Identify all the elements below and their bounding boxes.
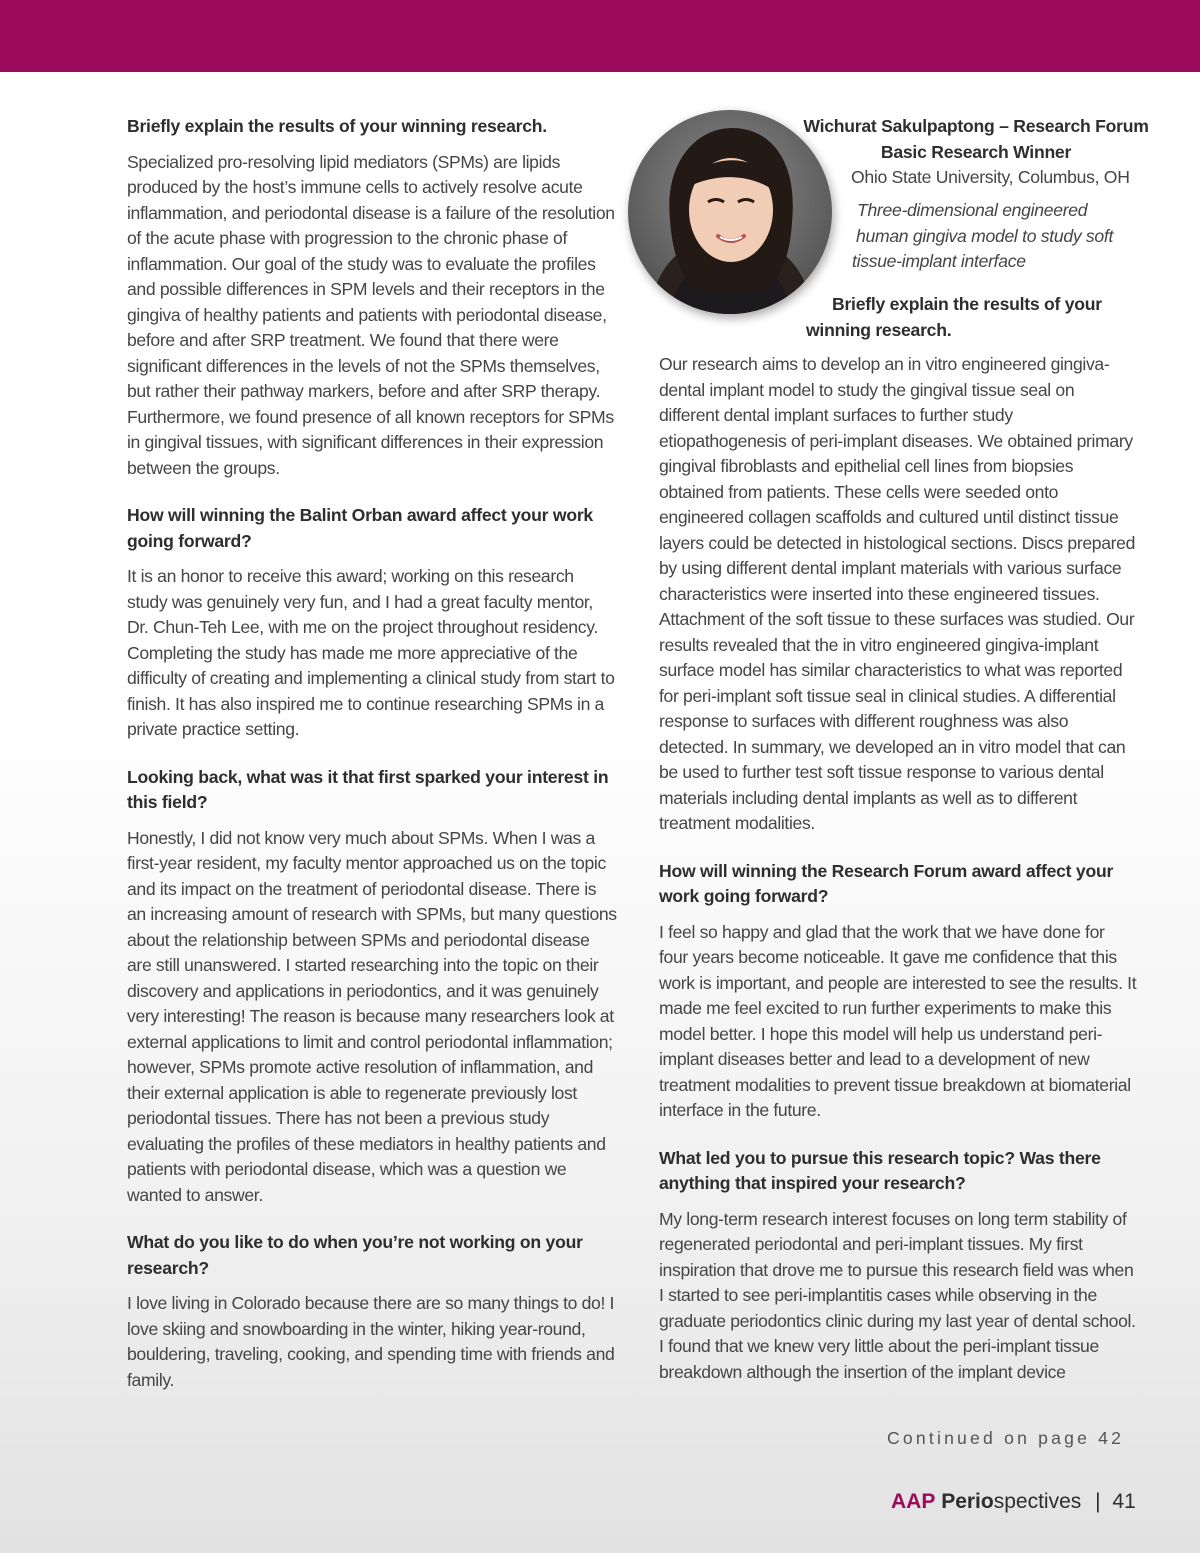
page-footer	[891, 1490, 1136, 1514]
left-column	[127, 114, 617, 1415]
footer-separator: |	[1095, 1490, 1101, 1513]
answer-paragraph: I feel so happy and glad that the work that we have done for four years become noticeable. It gave me confidence that this work is important, and people are interested to see the results. It made me feel excited to run further experiments to make this model better. I hope this model will help us understand peri-implant diseases better and lead to a development of new treatment modalities to prevent tissue breakdown at biomaterial interface in the future.	[659, 921, 1137, 1120]
research-title-line: human gingiva model to study soft	[856, 225, 1114, 246]
continued-note: Continued on page 42	[887, 1428, 1125, 1448]
header-band	[0, 0, 1200, 72]
question-heading: What do you like to do when you’re not working on your research?	[127, 1232, 583, 1278]
answer-paragraph: It is an honor to receive this award; working on this research study was genuinely very fun, and I had a great faculty mentor, Dr. Chun-Teh Lee, with me on the project throughout residency. Completing the study has made me more appreciative of the difficulty of creating and implementing a clinical study from start to finish. It has also inspired me to continue researching SPMs in a private practice setting.	[127, 566, 615, 739]
answer-paragraph: My long-term research interest focuses on long term stability of regenerated periodontal and peri-implant tissues. My first inspiration that drove me to pursue this research field was when I started to see peri-implantitis cases while observing in the graduate periodontics clinic during my last year of dental school. I found that we knew very little about the peri-implant tissue breakdown although the insertion of the implant device	[659, 1208, 1136, 1382]
answer-paragraph: Specialized pro-resolving lipid mediators (SPMs) are lipids produced by the host’s immune cells to actively resolve acute inflammation, and periodontal disease is a failure of the resolution of the acute phase with progression to the chronic phase of inflammation. Our goal of the study was to evaluate the profiles and possible differences in SPM levels and their receptors in the gingiva of healthy patients and patients with periodontal disease, before and after SRP treatment. We found that there were significant differences in the levels of not the SPMs themselves, but rather their pathway markers, before and after SRP therapy. Furthermore, we found presence of all known receptors for SPMs in gingival tissues, with significant differences in their expression between the groups.	[127, 151, 615, 478]
question-heading: How will winning the Research Forum award affect your work going forward?	[659, 860, 1114, 906]
brand-perio: Perio	[941, 1490, 994, 1513]
winner-school: Ohio State University, Columbus, OH	[851, 167, 1130, 187]
question-line: Briefly explain the results of your	[832, 294, 1102, 314]
answer-paragraph: I love living in Colorado because there are so many things to do! I love skiing and snowboarding in the winter, hiking year-round, bouldering, traveling, cooking, and spending time with friends and family.	[127, 1293, 615, 1390]
question-heading: What led you to pursue this research topic? Was there anything that inspired your research?	[659, 1147, 1101, 1193]
winner-name: Wichurat Sakulpaptong – Research Forum Basic Research Winner	[803, 116, 1149, 162]
answer-paragraph: Our research aims to develop an in vitro engineered gingiva-dental implant model to study the gingival tissue seal on different dental implant surfaces to further study etiopathogenesis of peri-implant diseases. We obtained primary gingival fibroblasts and epithelial cell lines from biopsies obtained from patients. These cells were seeded onto engineered collagen scaffolds and cultured until distinct tissue layers could be detected in histological sections. Discs prepared by using different dental implant materials with various surface characteristics were inserted into these engineered tissues. Attachment of the soft tissue to these surfaces was studied. Our results revealed that the in vitro engineered gingiva-implant surface model has similar characteristics to what was reported for peri-implant soft tissue seal in clinical studies. A differential response to surfaces with different roughness was also detected. In summary, we developed an in vitro model that can be used to further test soft tissue response to various dental materials including dental implants as well as to different treatment modalities.	[659, 354, 1136, 833]
page-number: 41	[1112, 1490, 1136, 1513]
question-heading	[806, 292, 1146, 343]
answer-paragraph: Honestly, I did not know very much about SPMs. When I was a first-year resident, my faculty mentor approached us on the topic and its impact on the treatment of periodontal disease. There is an increasing amount of research with SPMs, but many questions about the relationship between SPMs and periodontal disease are still unanswered. I started researching into the topic on their discovery and applications in periodontics, and it was genuinely very interesting! The reason is because many researchers look at external applications to limit and control periodontal inflammation; however, SPMs promote active resolution of inflammation, and their external application is able to regenerate previously lost periodontal tissues. There has not been a previous study evaluating the profiles of these mediators in healthy patients and patients with periodontal disease, which was a question we wanted to answer.	[127, 827, 617, 1205]
research-title-line: Three-dimensional engineered	[857, 200, 1088, 220]
question-heading: Looking back, what was it that first sparked your interest in this field?	[127, 766, 609, 812]
brand-spectives: spectives	[993, 1490, 1082, 1513]
research-title-line: tissue-implant interface	[852, 251, 1026, 271]
question-heading: Briefly explain the results of your winning research.	[127, 116, 547, 136]
research-title	[848, 198, 1138, 275]
brand-aap: AAP	[891, 1490, 936, 1513]
question-heading: How will winning the Balint Orban award affect your work going forward?	[127, 505, 593, 551]
question-line: winning research.	[806, 319, 952, 340]
right-column	[659, 352, 1137, 1407]
